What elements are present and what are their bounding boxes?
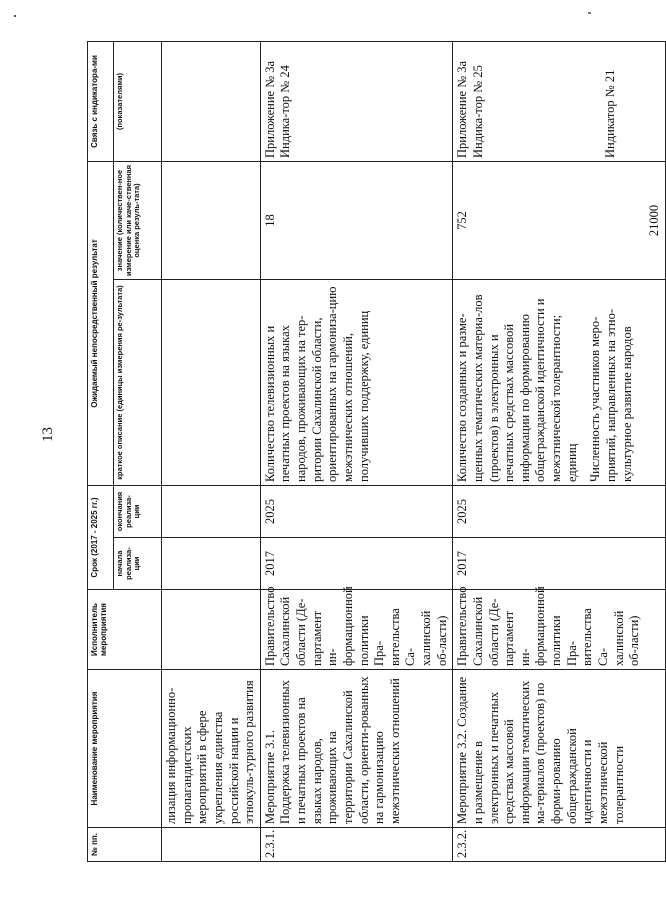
row-name: Мероприятие 3.2. Создание и размещение в электронных и печатных средствах массовой информации тематических ма-териалов (проектов) по форми-рованию общегражданской идентичности и межэтнической толерантности xyxy=(453,670,665,828)
row-link: Приложение № 3а Индика-тор № 25 xyxy=(455,60,485,158)
header-term: Срок (2017 - 2025 гг.) xyxy=(88,486,114,590)
row-start xyxy=(162,538,261,590)
row-link-secondary: Индикатор № 21 xyxy=(602,69,617,158)
row-link-cell xyxy=(453,42,665,162)
header-executor: Исполнитель мероприятия xyxy=(88,590,162,670)
row-desc: Количество телевизионных и печатных проектов на языках народов, проживающих на тер-ритории Сахалинской области, ориентированных на гармониза-цию межэтнических отношений, получивших поддержку, единиц xyxy=(260,280,453,486)
row-link: Приложение № 3а Индика-тор № 24 xyxy=(260,42,453,162)
header-term-start: начала реализа-ции xyxy=(114,538,162,590)
row-value-secondary: 21000 xyxy=(646,204,661,237)
table-row xyxy=(162,42,261,862)
header-num: № пп. xyxy=(88,828,162,862)
header-expected: Ожидаемый непосредственный результат xyxy=(88,162,114,486)
row-num xyxy=(162,828,261,862)
table-row xyxy=(453,42,665,862)
header-link: Связь с индикатора-ми xyxy=(88,42,114,162)
row-name: Мероприятие 3.1. Поддержка телевизионных и печатных проектов на языках народов, проживающих на территории Сахалинской области, ориенти-рованных на гармонизацию межэтнических отношений xyxy=(260,670,453,828)
row-executor: Правительство Сахалинской области (Де-партамент ин-формационной политики Пра-вительства Са-халинской об-ласти) xyxy=(260,590,453,670)
document-sheet xyxy=(87,42,661,862)
header-link-sub: (показателями) xyxy=(114,42,162,162)
scan-speck xyxy=(588,12,591,14)
row-start: 2017 xyxy=(260,538,453,590)
row-name: лизация информационно-пропагандистских мероприятий в сфере укрепления единства российской нации и этнокуль-турного развития xyxy=(162,670,261,828)
row-value: 18 xyxy=(260,162,453,280)
table-row xyxy=(260,42,453,862)
row-end: 2025 xyxy=(453,486,665,538)
row-end xyxy=(162,486,261,538)
row-num: 2.3.2. xyxy=(453,828,665,862)
row-desc-cell xyxy=(453,280,665,486)
row-end: 2025 xyxy=(260,486,453,538)
row-value: 752 xyxy=(455,211,470,230)
row-num: 2.3.1. xyxy=(260,828,453,862)
row-link xyxy=(162,42,261,162)
row-executor: Правительство Сахалинской области (Де-партамент ин-формационной политики Пра-вительства Са-халинской об-ласти) xyxy=(453,590,665,670)
header-name: Наименование мероприятия xyxy=(88,670,162,828)
header-expected-desc: краткое описание (единицы измерения ре-зультата) xyxy=(114,280,162,486)
scan-speck xyxy=(14,15,16,17)
row-desc xyxy=(162,280,261,486)
page-number: 13 xyxy=(40,427,56,442)
activities-table xyxy=(87,41,666,862)
row-desc-secondary: Численность участников меро-приятий, направленных на этно-культурное развитие народов xyxy=(588,309,634,482)
header-term-end: окончания реализа-ции xyxy=(114,486,162,538)
row-desc: Количество созданных и разме-щенных тематических материа-лов (проектов) в электронных и печатных средствах массовой информации по формированию общегражданской идентичности и межэтнической толерантности; единиц xyxy=(455,294,579,482)
row-value xyxy=(162,162,261,280)
row-executor xyxy=(162,590,261,670)
header-expected-value: значение (количествен-ное измерение или каче-ственная оценка резуль-тата) xyxy=(114,162,162,280)
row-value-cell xyxy=(453,162,665,280)
row-start: 2017 xyxy=(453,538,665,590)
rotated-table-wrapper xyxy=(87,42,661,862)
